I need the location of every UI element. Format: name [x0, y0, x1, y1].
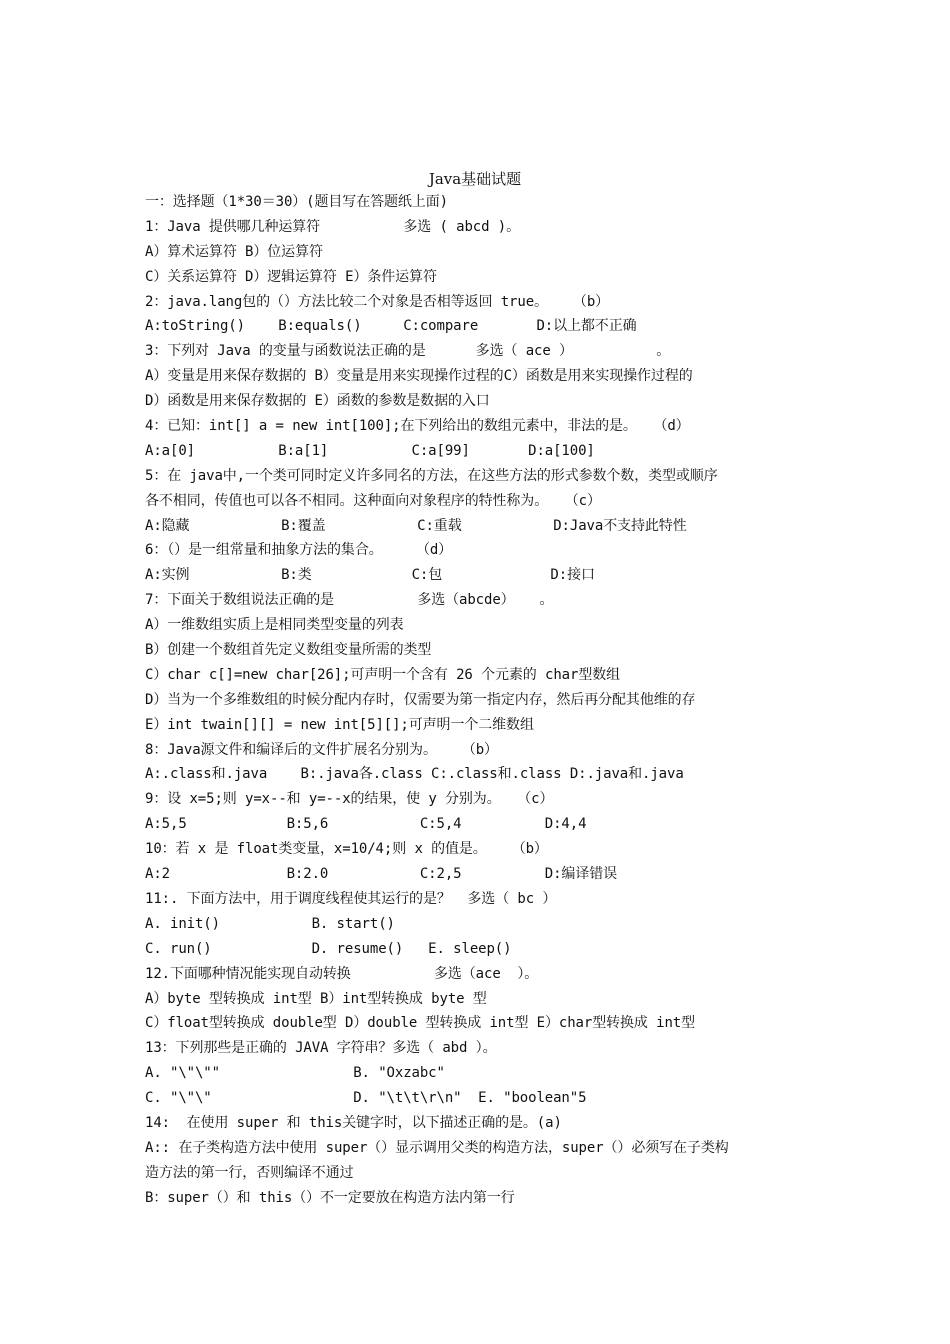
question-5: 各不相同，传值也可以各不相同。这种面向对象程序的特性称为。 （c）	[145, 492, 601, 509]
question-3-options: A）变量是用来保存数据的 B）变量是用来实现操作过程的C）函数是用来实现操作过程的	[145, 368, 693, 385]
question-6-options: A:实例 B:类 C:包 D:接口	[145, 567, 595, 584]
question-4: 4：已知：int[] a = new int[100];在下列给出的数组元素中，非法的是。 （d）	[145, 418, 690, 435]
question-11: 11:. 下面方法中，用于调度线程使其运行的是？ 多选（ bc ）	[145, 890, 557, 907]
question-7-options: D）当为一个多维数组的时候分配内存时，仅需要为第一指定内存，然后再分配其他维的存	[145, 691, 696, 708]
question-13: 13：下列那些是正确的 JAVA 字符串？多选（ abd ）。	[145, 1040, 497, 1057]
question-14-options: 造方法的第一行，否则编译不通过	[145, 1164, 354, 1181]
question-7: 7：下面关于数组说法正确的是 多选（abcde） 。	[145, 592, 554, 609]
question-12-options: C）float型转换成 double型 D）double 型转换成 int型 E）char型转换成 int型	[145, 1015, 696, 1032]
question-9-options: A:5,5 B:5,6 C:5,4 D:4,4	[145, 816, 587, 833]
document-title: Java基础试题	[428, 170, 522, 188]
question-13-options: C. "\"\" D. "\t\t\r\n" E. "boolean"5	[145, 1090, 587, 1107]
question-12: 12.下面哪种情况能实现自动转换 多选（ace ）。	[145, 965, 539, 982]
question-7-options: A）一维数组实质上是相同类型变量的列表	[145, 617, 404, 634]
question-11-options: C. run() D. resume() E. sleep()	[145, 940, 512, 957]
question-7-options: C）char c[]=new char[26];可声明一个含有 26 个元素的 char型数组	[145, 666, 621, 683]
question-2: 2：java.lang包的（）方法比较二个对象是否相等返回 true。 （b）	[145, 293, 610, 310]
question-8-options: A:.class和.java B:.java各.class C:.class和.class D:.java和.java	[145, 766, 684, 783]
question-9: 9：设 x=5;则 y=x--和 y=--x的结果，使 y 分别为。 （c）	[145, 791, 554, 808]
question-7-options: E）int twain[][] = new int[5][];可声明一个二维数组	[145, 716, 534, 733]
question-6: 6：（）是一组常量和抽象方法的集合。 （d）	[145, 542, 453, 559]
question-3: 3：下列对 Java 的变量与函数说法正确的是 多选（ ace ） 。	[145, 343, 671, 360]
question-1: 1：Java 提供哪几种运算符 多选 ( abcd )。	[145, 218, 521, 235]
question-13-options: A. "\"\"" B. "Oxzabc"	[145, 1065, 445, 1082]
question-5-options: A:隐藏 B:覆盖 C:重载 D:Java不支持此特性	[145, 517, 687, 534]
question-2-options: A:toString() B:equals() C:compare D:以上都不正确	[145, 318, 637, 335]
question-14-options: B：super（）和 this（）不一定要放在构造方法内第一行	[145, 1189, 515, 1206]
question-1-options: C）关系运算符 D）逻辑运算符 E）条件运算符	[145, 268, 437, 285]
question-11-options: A. init() B. start()	[145, 915, 395, 932]
question-4-options: A:a[0] B:a[1] C:a[99] D:a[100]	[145, 442, 595, 459]
question-14-options: A:: 在子类构造方法中使用 super（）显示调用父类的构造方法，super（）必须写在子类构	[145, 1139, 729, 1156]
question-7-options: B）创建一个数组首先定义数组变量所需的类型	[145, 642, 432, 659]
question-3-options: D）函数是用来保存数据的 E）函数的参数是数据的入口	[145, 393, 490, 410]
question-10: 10：若 x 是 float类变量，x=10/4;则 x 的值是。 （b）	[145, 841, 548, 858]
question-1-options: A）算术运算符 B）位运算符	[145, 243, 323, 260]
question-8: 8：Java源文件和编译后的文件扩展名分别为。 （b）	[145, 741, 498, 758]
question-5: 5：在 java中,一个类可同时定义许多同名的方法，在这些方法的形式参数个数，类型或顺序	[145, 467, 718, 484]
question-12-options: A）byte 型转换成 int型 B）int型转换成 byte 型	[145, 990, 487, 1007]
section-heading: 一：选择题（1*30＝30）(题目写在答题纸上面)	[145, 194, 448, 210]
question-list	[145, 190, 825, 1211]
question-14: 14: 在使用 super 和 this关键字时，以下描述正确的是。(a)	[145, 1114, 562, 1131]
question-10-options: A:2 B:2.0 C:2,5 D:编译错误	[145, 866, 618, 883]
